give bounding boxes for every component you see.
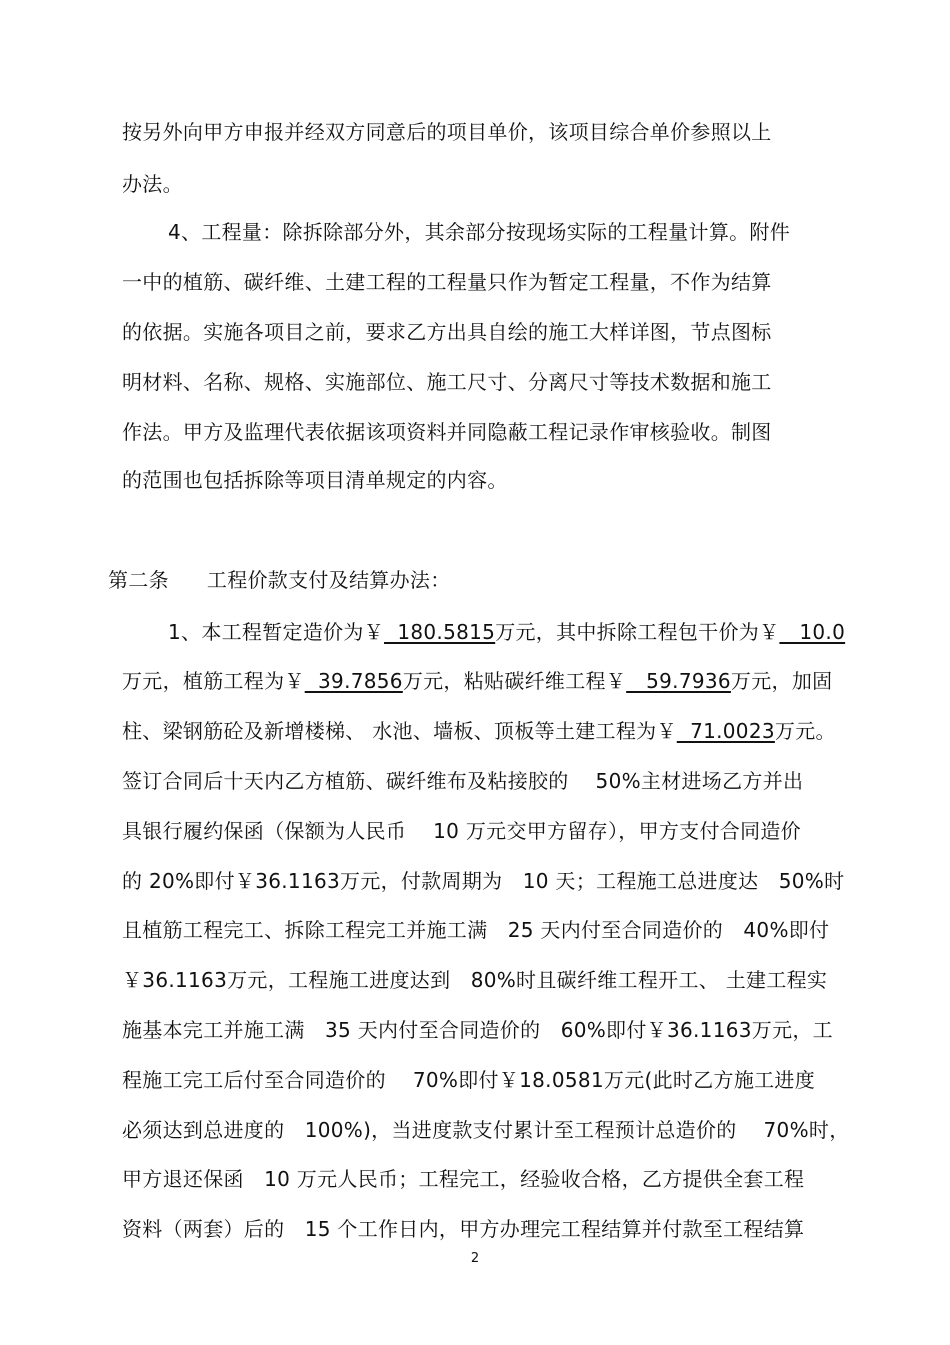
para1-line-2 [122, 667, 832, 695]
para4-line-4: 明材料、名称、规格、实施部位、施工尺寸、分离尺寸等技术数据和施工 [122, 370, 772, 394]
demolition-price-value: 10.0 [779, 620, 846, 644]
para-cont-line-2: 办法。 [122, 172, 183, 196]
para1-line-3 [122, 717, 836, 745]
para4-line-5: 作法。甲方及监理代表依据该项资料并同隐蔽工程记录作审核验收。制图 [122, 420, 772, 444]
para1-line-9: 施基本完工并施工满 35 天内付至合同造价的 60%即付￥36.1163万元，工 [122, 1018, 833, 1042]
para1-text: 万元，加固 [730, 669, 833, 693]
para1-text: 万元，植筋工程为￥ [122, 669, 305, 693]
article-2-title: 工程价款支付及结算办法： [206, 568, 451, 592]
para1-text: 1、本工程暂定造价为￥ [168, 620, 385, 644]
para1-text: 万元，粘贴碳纤维工程￥ [402, 669, 627, 693]
para1-line-1 [168, 618, 845, 646]
para4-line-3: 的依据。实施各项目之前，要求乙方出具自绘的施工大样详图，节点图标 [122, 320, 772, 344]
para1-line-4: 签订合同后十天内乙方植筋、碳纤维布及粘接胶的 50%主材进场乙方并出 [122, 769, 804, 793]
para1-line-13: 资料（两套）后的 15 个工作日内，甲方办理完工程结算并付款至工程结算 [122, 1217, 805, 1241]
para4-line-6: 的范围也包括拆除等项目清单规定的内容。 [122, 468, 508, 492]
civil-works-price-value: 71.0023 [676, 719, 775, 743]
para1-text: 万元，其中拆除工程包干价为￥ [495, 620, 780, 644]
para4-line-1: 4、工程量：除拆除部分外，其余部分按现场实际的工程量计算。附件 [168, 220, 791, 244]
para1-text: 柱、梁钢筋砼及新增楼梯、 水池、墙板、顶板等土建工程为￥ [122, 719, 677, 743]
para1-line-6: 的 20%即付￥36.1163万元，付款周期为 10 天；工程施工总进度达 50%时 [122, 869, 845, 893]
para-cont-line-1: 按另外向甲方申报并经双方同意后的项目单价，该项目综合单价参照以上 [122, 120, 772, 144]
para1-line-10: 程施工完工后付至合同造价的 70%即付￥18.0581万元(此时乙方施工进度 [122, 1068, 816, 1092]
page-number: 2 [470, 1251, 480, 1266]
para4-line-2: 一中的植筋、碳纤维、土建工程的工程量只作为暂定工程量，不作为结算 [122, 270, 772, 294]
para1-line-7: 且植筋工程完工、拆除工程完工并施工满 25 天内付至合同造价的 40%即付 [122, 918, 830, 942]
para1-line-11: 必须达到总进度的 100%)，当进度款支付累计至工程预计总造价的 70%时， [122, 1118, 850, 1142]
carbon-fiber-price-value: 59.7936 [626, 669, 731, 693]
para1-line-5: 具银行履约保函（保额为人民币 10 万元交甲方留存），甲方支付合同造价 [122, 819, 801, 843]
para1-line-12: 甲方退还保函 10 万元人民币；工程完工，经验收合格，乙方提供全套工程 [122, 1167, 805, 1191]
para1-text: 万元。 [774, 719, 836, 743]
total-price-value: 180.5815 [384, 620, 496, 644]
article-2-heading [108, 566, 451, 594]
article-2-label: 第二条 [108, 568, 169, 592]
rebar-price-value: 39.7856 [304, 669, 403, 693]
para1-line-8: ￥36.1163万元，工程施工进度达到 80%时且碳纤维工程开工、 土建工程实 [122, 968, 828, 992]
